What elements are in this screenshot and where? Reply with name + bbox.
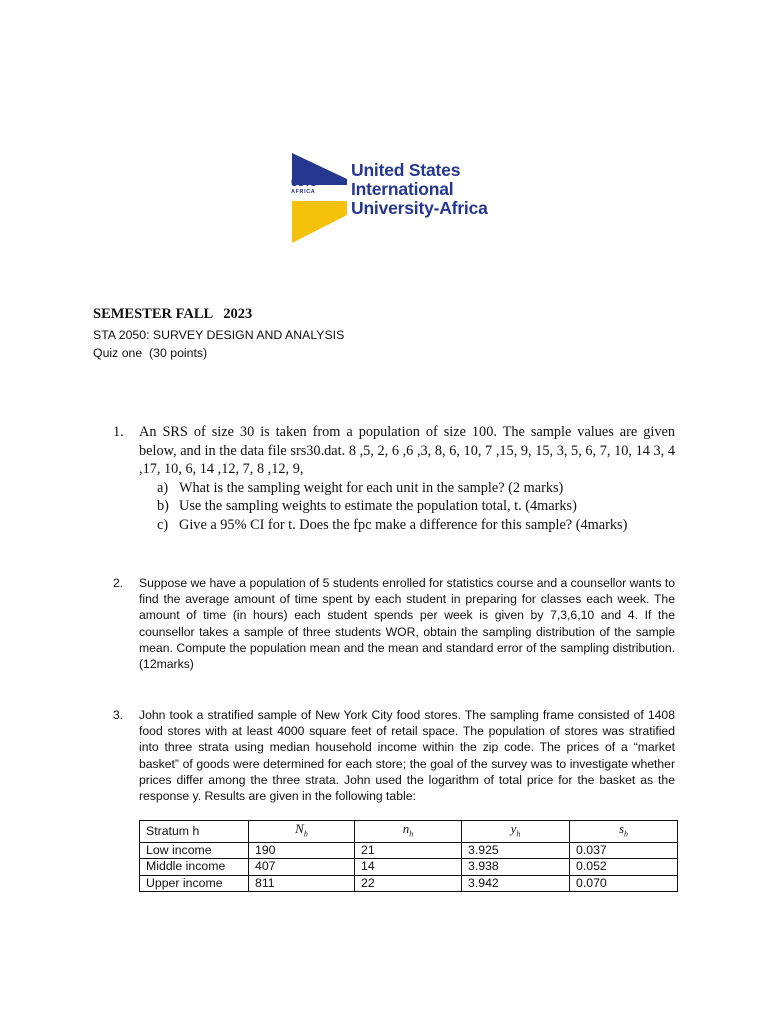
logo-abbrev-bottom: AFRICA (291, 189, 316, 195)
table-cell: Low income (140, 842, 249, 859)
part-text: Give a 95% CI for t. Does the fpc make a difference for this sample? (4marks) (179, 516, 628, 533)
logo-abbrev-top: USTU (291, 178, 317, 189)
table-cell: 190 (249, 842, 355, 859)
question-part-b (113, 497, 675, 516)
question-text: John took a stratified sample of New York City food stores. The sampling frame consisted of 1408 food stores with at least 4000 square feet of retail space. The population of stores was stratified into three strata using median household income within the zip code. The prices of a “market basket” of goods were determined for each store; the goal of the survey was to investigate whether prices differ among the three strata. John used the logarithm of total price for the basket as the response y. Results are given in the following table: (139, 708, 675, 804)
table-cell: 21 (355, 842, 462, 859)
question-number: 3. (113, 708, 124, 722)
header-subscript: h (409, 829, 414, 839)
table-cell: 3.925 (462, 842, 570, 859)
question-part-a (113, 479, 675, 498)
logo-line-3: University-Africa (351, 198, 488, 218)
course-title: STA 2050: SURVEY DESIGN AND ANALYSIS (93, 328, 345, 342)
table-cell: 3.942 (462, 875, 570, 892)
header-subscript: h (303, 829, 308, 839)
question-text: Suppose we have a population of 5 students enrolled for statistics course and a counsellor wants to find the average amount of time spent by each student in preparing for classes each week. The amount of time (in hours) each student spends per week is given by 7,3,6,10 and 4. If the counsellor takes a sample of three students WOR, obtain the sampling distribution of the sample mean. Compute the population mean and the mean and standard error of the sampling distribution. (12marks) (139, 576, 675, 672)
header-subscript: h (516, 829, 521, 839)
table-cell: 14 (355, 859, 462, 876)
question-number: 1. (113, 424, 124, 440)
header-symbol: s (618, 821, 625, 836)
header-stratum: Stratum h (140, 821, 249, 843)
header-Nh (249, 821, 355, 843)
table-row (140, 859, 678, 876)
strata-table (139, 820, 678, 892)
header-symbol: N (295, 821, 304, 836)
table-cell: 407 (249, 859, 355, 876)
question-part-c (113, 516, 675, 535)
question-number: 2. (113, 576, 124, 590)
header-sh (570, 821, 678, 843)
table-header-row (140, 821, 678, 843)
part-text: Use the sampling weights to estimate the population total, t. (4marks) (179, 498, 577, 514)
header-subscript: h (624, 829, 629, 839)
question-3 (113, 707, 675, 804)
table-cell: 0.037 (570, 842, 678, 859)
logo-wordmark (351, 161, 488, 218)
quiz-header (93, 306, 344, 362)
university-logo (290, 153, 510, 245)
table-cell: 0.070 (570, 875, 678, 892)
table-cell: 811 (249, 875, 355, 892)
table-cell: Middle income (140, 859, 249, 876)
table-cell: Upper income (140, 875, 249, 892)
part-label: b) (157, 498, 169, 514)
header-ybar-h (462, 821, 570, 843)
part-text: What is the sampling weight for each unit in the sample? (2 marks) (179, 479, 564, 496)
ustu-shield-icon (290, 153, 350, 245)
header-symbol: $\overline{y}$ (510, 821, 517, 836)
table-row (140, 842, 678, 859)
table-cell: 22 (355, 875, 462, 892)
table-row (140, 875, 678, 892)
part-label: a) (157, 479, 169, 496)
logo-line-1: United States (351, 160, 461, 180)
logo-line-2: International (351, 179, 454, 199)
part-label: c) (157, 516, 169, 533)
table-cell: 0.052 (570, 859, 678, 876)
question-1 (113, 423, 675, 534)
header-nh (355, 821, 462, 843)
semester-title: SEMESTER FALL 2023 (93, 306, 253, 322)
question-2 (113, 575, 675, 672)
header-symbol: n (402, 821, 410, 836)
quiz-title: Quiz one (30 points) (93, 346, 208, 360)
question-text: An SRS of size 30 is taken from a population of size 100. The sample values are given below, and in the data file srs30.dat. 8 ,5, 2, 6 ,6 ,3, 8, 6, 10, 7 ,15, 9, 15, 3, 5, 6, 7, 10, 14 3, 4 ,17, 10, 6, 14 ,12, 7, 8 ,12, 9, (139, 424, 675, 477)
table-cell: 3.938 (462, 859, 570, 876)
logo-abbrev (291, 179, 315, 196)
